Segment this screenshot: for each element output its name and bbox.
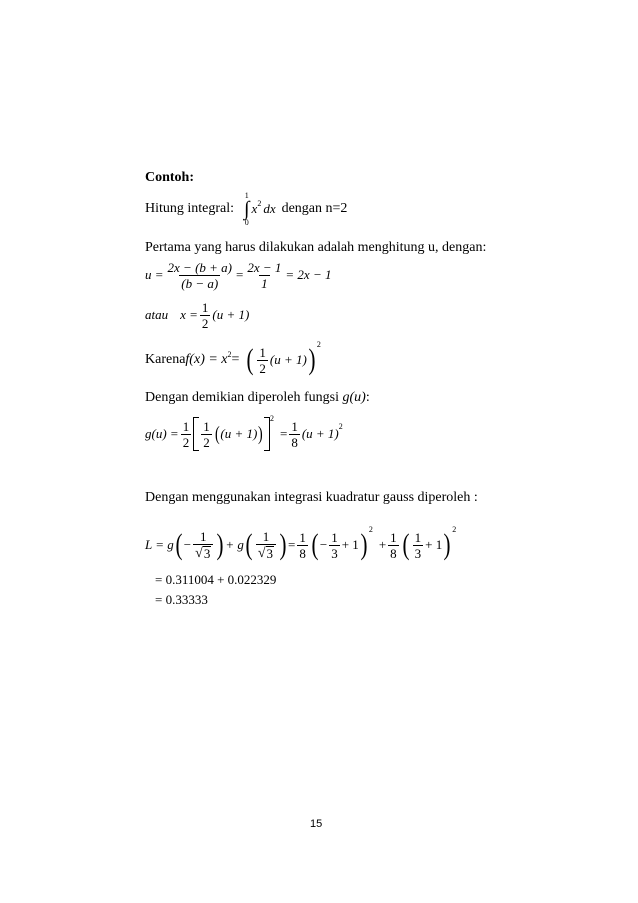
eq-L-frac1-denominator: √ 3 bbox=[193, 544, 213, 561]
eq-g-equals: = bbox=[279, 426, 288, 441]
step2-text-main: Dengan demikian diperoleh fungsi bbox=[145, 390, 343, 405]
eq-L-term2-exponent: 2 bbox=[452, 524, 457, 534]
eq-u-fraction-2 bbox=[245, 260, 283, 291]
eq-x-denominator: 2 bbox=[201, 315, 209, 331]
eq-L-coef1-denominator: 8 bbox=[299, 545, 306, 561]
eq-L-term2-numerator: 1 bbox=[414, 529, 422, 545]
eq-L-frac1-numerator: 1 bbox=[199, 529, 207, 544]
eq-u-frac2-denominator: 1 bbox=[261, 275, 268, 291]
result-line-2: = 0.33333 bbox=[155, 592, 208, 607]
eq-u-frac2-numerator: 2x − 1 bbox=[247, 259, 282, 275]
eq-g-exponent: 2 bbox=[269, 413, 274, 423]
karena-inner: (u + 1) bbox=[269, 352, 307, 367]
step3-text: Dengan menggunakan integrasi kuadratur gauss diperoleh : bbox=[145, 490, 478, 505]
eq-L-paren-3-right: ) bbox=[360, 528, 368, 561]
eq-u-frac1-denominator: (b − a) bbox=[181, 275, 219, 291]
result-line-1: = 0.311004 + 0.022329 bbox=[155, 572, 277, 587]
karena-fx: f(x) = x bbox=[185, 352, 228, 367]
integrand-differential: dx bbox=[263, 201, 276, 216]
heading: Contoh: bbox=[145, 170, 195, 185]
eq-L-plus: + bbox=[378, 537, 387, 552]
problem-suffix: dengan n=2 bbox=[281, 201, 348, 216]
problem-prefix: Hitung integral: bbox=[145, 201, 235, 216]
eq-L-term2-denominator: 3 bbox=[414, 545, 422, 561]
karena-line bbox=[145, 340, 321, 380]
eq-u-fraction-1 bbox=[166, 260, 234, 291]
eq-g-inner: (u + 1) bbox=[220, 426, 258, 441]
eq-g-rhs: (u + 1) bbox=[301, 426, 339, 441]
eq-g-left-bracket bbox=[193, 417, 199, 451]
eq-g-frac2-numerator: 1 bbox=[203, 418, 210, 434]
eq-L-term2-fraction bbox=[413, 530, 424, 561]
eq-g-frac3-numerator: 1 bbox=[291, 418, 298, 434]
karena-numerator: 1 bbox=[259, 344, 266, 360]
karena-denominator: 2 bbox=[259, 360, 266, 376]
eq-L-term1-plus: + 1 bbox=[341, 537, 359, 552]
integrand-exponent: 2 bbox=[257, 198, 262, 208]
equation-g bbox=[145, 412, 343, 456]
eq-u-rhs: = 2x − 1 bbox=[285, 267, 332, 282]
eq-L-coef-2 bbox=[388, 530, 399, 561]
integral-lower-limit: 0 bbox=[244, 218, 249, 227]
eq-L-term2-plus: + 1 bbox=[425, 537, 443, 552]
eq-g-lhs: g(u) = bbox=[145, 426, 179, 441]
step2-text bbox=[145, 390, 370, 406]
equation-L bbox=[145, 522, 456, 568]
eq-L-coef2-denominator: 8 bbox=[390, 545, 397, 561]
eq-L-paren-2-left: ( bbox=[245, 528, 253, 561]
eq-u-lhs: u = bbox=[145, 267, 164, 282]
eq-L-lhs: L = g bbox=[145, 537, 174, 552]
eq-L-plus-g: + g bbox=[225, 537, 244, 552]
eq-u-frac1-numerator: 2x − (b + a) bbox=[167, 259, 233, 275]
eq-g-fraction-3 bbox=[289, 419, 300, 450]
integrand-base: x bbox=[251, 201, 258, 216]
eq-L-coef1-numerator: 1 bbox=[299, 529, 306, 545]
eq-L-term1-denominator: 3 bbox=[331, 545, 338, 561]
eq-g-rhs-exponent: 2 bbox=[338, 421, 343, 431]
page-number: 15 bbox=[310, 818, 323, 830]
equation-u bbox=[145, 258, 331, 292]
eq-x-numerator: 1 bbox=[201, 299, 209, 315]
eq-L-term1-fraction bbox=[329, 530, 340, 561]
step1-text: Pertama yang harus dilakukan adalah menghitung u, dengan: bbox=[145, 240, 487, 255]
eq-L-fraction-2 bbox=[256, 529, 276, 561]
eq-L-term1-minus: − bbox=[319, 537, 328, 552]
eq-L-paren-1-left: ( bbox=[175, 528, 183, 561]
eq-L-frac2-denominator: √ 3 bbox=[256, 544, 276, 561]
eq-g-fraction-1 bbox=[181, 419, 192, 450]
eq-L-frac2-radicand: 3 bbox=[266, 546, 274, 561]
problem-statement bbox=[145, 188, 347, 230]
karena-outer-exponent: 2 bbox=[316, 339, 321, 349]
step2-colon: : bbox=[365, 390, 370, 405]
eq-g-fraction-2 bbox=[201, 419, 212, 450]
eq-g-inner-right-paren: ) bbox=[258, 423, 263, 445]
eq-L-equals: = bbox=[288, 537, 296, 552]
karena-text: Karena bbox=[145, 352, 186, 367]
integral-symbol: ∫ bbox=[244, 198, 250, 220]
karena-right-paren: ) bbox=[308, 343, 316, 376]
karena-fraction bbox=[257, 345, 268, 376]
eq-x-lhs: x = bbox=[180, 307, 198, 322]
eq-x-word: atau bbox=[145, 307, 169, 322]
eq-L-fraction-1 bbox=[193, 529, 213, 561]
eq-L-term1-exponent: 2 bbox=[368, 524, 373, 534]
eq-L-term1-numerator: 1 bbox=[331, 529, 338, 545]
eq-x-rhs: (u + 1) bbox=[212, 307, 250, 322]
eq-L-coef-1 bbox=[297, 530, 308, 561]
eq-g-inner-left-paren: ( bbox=[214, 423, 220, 445]
eq-L-paren-2-right: ) bbox=[279, 528, 287, 561]
eq-L-frac2-numerator: 1 bbox=[262, 529, 270, 544]
equation-x bbox=[145, 298, 249, 332]
eq-x-fraction bbox=[200, 300, 211, 331]
karena-fx-exponent: 2 bbox=[227, 349, 232, 359]
eq-L-paren-1-right: ) bbox=[216, 528, 224, 561]
eq-L-minus: − bbox=[183, 537, 192, 552]
eq-L-paren-3-left: ( bbox=[311, 528, 319, 561]
integral-upper-limit: 1 bbox=[244, 191, 249, 200]
eq-g-frac2-denominator: 2 bbox=[203, 434, 210, 450]
eq-L-coef2-numerator: 1 bbox=[390, 529, 397, 545]
eq-L-frac1-radicand: 3 bbox=[203, 546, 211, 561]
eq-g-frac3-denominator: 8 bbox=[291, 434, 298, 450]
eq-L-paren-4-right: ) bbox=[443, 528, 451, 561]
karena-equals: = bbox=[231, 352, 240, 367]
eq-L-paren-4-left: ( bbox=[402, 528, 410, 561]
karena-left-paren: ( bbox=[246, 343, 254, 376]
eq-u-equals: = bbox=[236, 267, 244, 282]
eq-g-frac1-denominator: 2 bbox=[182, 434, 190, 450]
step2-func: g(u) bbox=[342, 390, 366, 405]
eq-g-frac1-numerator: 1 bbox=[182, 418, 190, 434]
integral-sign bbox=[244, 191, 249, 227]
